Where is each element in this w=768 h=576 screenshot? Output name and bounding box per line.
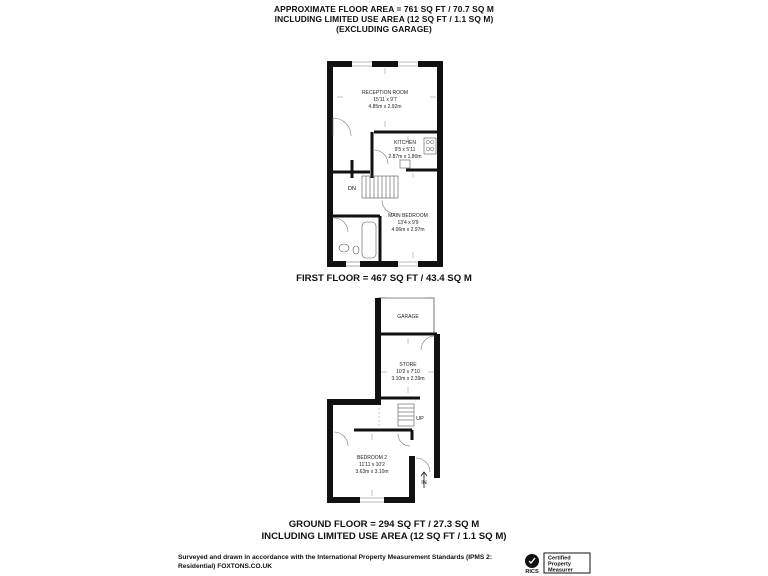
store-imperial: 10'2 x 7'10 xyxy=(396,369,420,375)
survey-footer-text: Surveyed and drawn in accordance with the International Property Measurement Standards (IPMS 2: Residential) FOXTONS.CO.UK xyxy=(178,554,493,570)
rics-abbr: RICS xyxy=(525,569,539,574)
ground-floor-plan xyxy=(330,298,437,502)
ground-floor-area-label: GROUND FLOOR = 294 SQ FT / 27.3 SQ M xyxy=(288,519,480,530)
bedroom-door-swing xyxy=(382,200,396,214)
toilet xyxy=(353,246,359,254)
kitchen-hob xyxy=(424,138,436,154)
rics-line-2: Property xyxy=(548,561,572,568)
area-header-line-3: (EXCLUDING GARAGE) xyxy=(336,24,432,34)
garage-name: GARAGE xyxy=(397,314,419,320)
kitchen-sink xyxy=(400,160,410,168)
rics-badge xyxy=(522,552,592,574)
kitchen-door-swing xyxy=(374,150,388,164)
first-floor-area-label: FIRST FLOOR = 467 SQ FT / 43.4 SQ M xyxy=(296,273,472,284)
rics-line-3: Measurer xyxy=(548,567,573,574)
ground-floor-stairs xyxy=(398,404,414,426)
first-floor-stairs xyxy=(362,176,398,198)
area-header-line-2: INCLUDING LIMITED USE AREA (12 SQ FT / 1.1 SQ M) xyxy=(274,14,494,24)
bedroom2-metric: 3.63m x 3.10m xyxy=(355,469,389,475)
entrance-mark: IN xyxy=(421,480,427,486)
rics-line-1: Certified xyxy=(548,555,571,562)
bedroom2-imperial: 11'11 x 10'2 xyxy=(359,462,385,468)
main-bedroom-metric: 4.06m x 2.97m xyxy=(391,227,425,233)
reception-room-metric: 4.85m x 2.92m xyxy=(368,104,402,110)
bedroom2-door-swing xyxy=(334,432,348,446)
kitchen-metric: 2.87m x 1.80m xyxy=(388,154,422,160)
ground-floor-limited-use-label: INCLUDING LIMITED USE AREA (12 SQ FT / 1.1 SQ M) xyxy=(261,531,507,542)
reception-room-name: RECEPTION ROOM xyxy=(361,90,409,96)
ground-floor-stair-mark: UP xyxy=(416,416,424,422)
store-metric: 3.10m x 2.39m xyxy=(391,376,425,382)
wash-basin xyxy=(339,244,349,252)
bathtub xyxy=(362,222,376,258)
reception-room-imperial: 15'11 x 9'7 xyxy=(373,97,397,103)
main-bedroom-imperial: 13'4 x 9'9 xyxy=(397,220,419,226)
bathroom-door-swing xyxy=(334,218,348,232)
store-name: STORE xyxy=(399,362,417,368)
area-header-line-1: APPROXIMATE FLOOR AREA = 761 SQ FT / 70.7 SQ M xyxy=(274,4,494,14)
hall-door-swing xyxy=(398,434,410,446)
store-door-swing xyxy=(421,336,435,350)
reception-door-swing xyxy=(333,118,351,136)
first-floor-stair-mark: DN xyxy=(348,186,356,192)
main-bedroom-name: MAIN BEDROOM xyxy=(388,213,428,219)
bedroom2-name: BEDROOM 2 xyxy=(356,455,388,461)
first-floor-plan xyxy=(330,62,440,266)
entrance-door-swing xyxy=(416,458,430,472)
kitchen-name: KITCHEN xyxy=(394,140,416,146)
kitchen-imperial: 9'5 x 5'11 xyxy=(394,147,416,153)
